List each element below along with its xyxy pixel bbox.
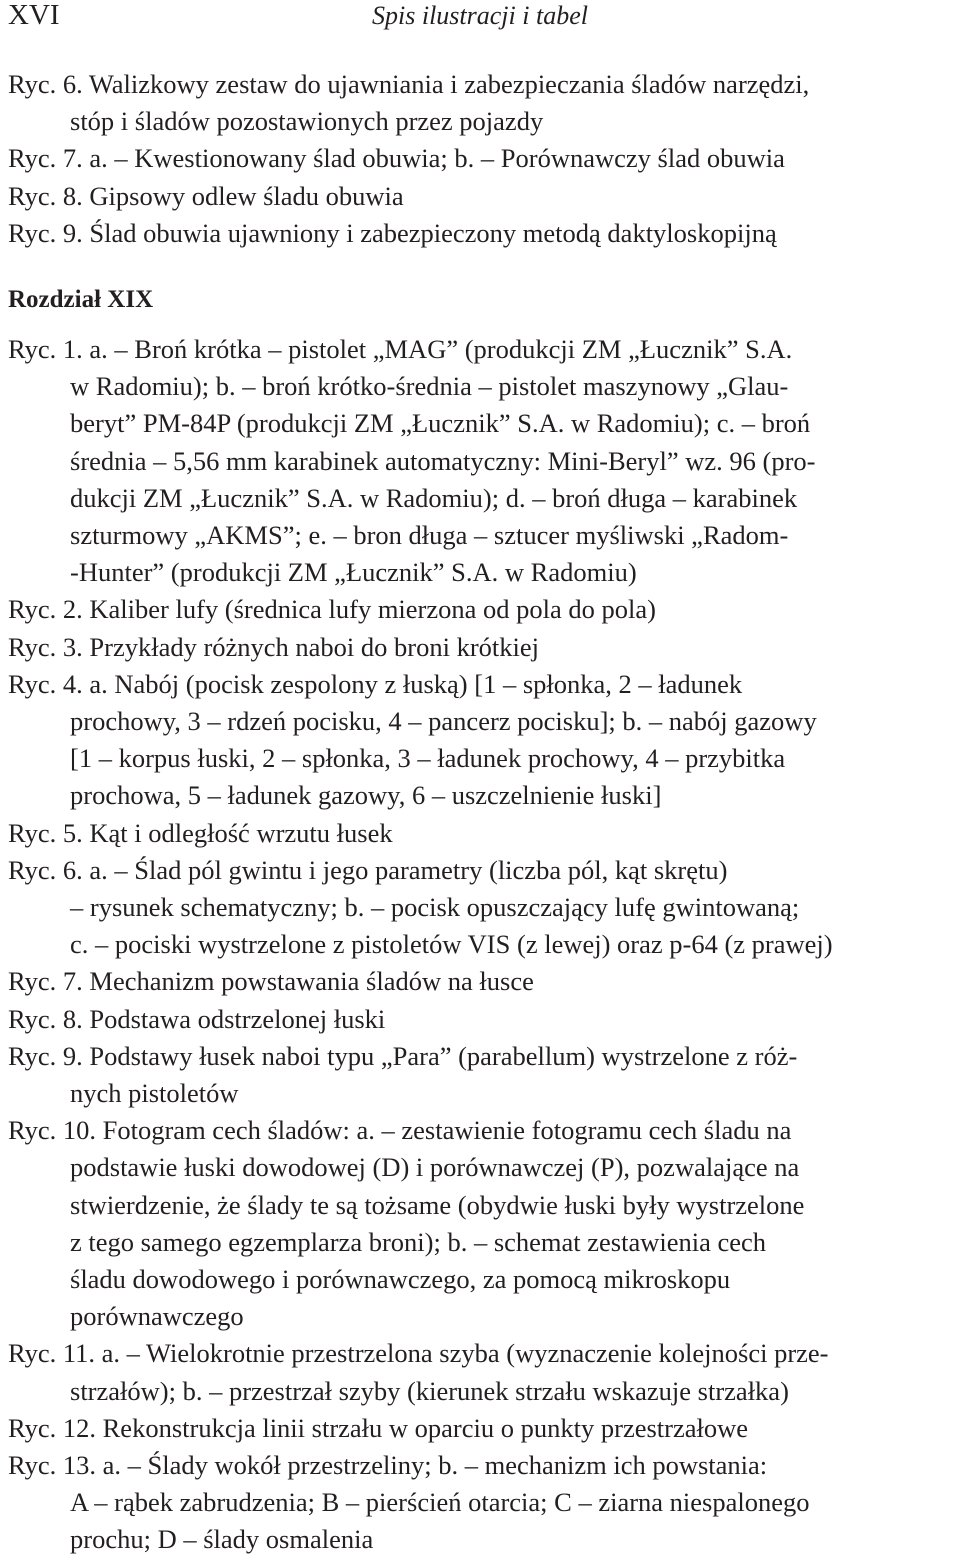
entry-line: Ryc. 9. Podstawy łusek naboi typu „Para” (parabellum) wystrzelone z róż- <box>8 1040 798 1071</box>
entry-line: Ryc. 13. a. – Ślady wokół przestrzeliny; b. – mechanizm ich powstania: <box>8 1450 768 1480</box>
entry-line: Ryc. 4. a. Nabój (pocisk zespolony z łuską) [1 – spłonka, 2 – ładunek <box>8 668 743 699</box>
figure-entry <box>8 852 958 964</box>
figure-entry <box>8 963 958 1000</box>
entry-line: prochowy, 3 – rdzeń pocisku, 4 – pancerz pocisku]; b. – nabój gazowy <box>70 705 817 736</box>
figure-entry <box>8 1335 958 1409</box>
entry-line: Ryc. 1. a. – Broń krótka – pistolet „MAG” (produkcji ZM „Łucznik” S.A. <box>8 334 793 364</box>
figure-entry <box>8 1038 958 1112</box>
entry-line: Ryc. 10. Fotogram cech śladów: a. – zestawienie fotogramu cech śladu na <box>8 1115 792 1146</box>
entry-line: Ryc. 3. Przykłady różnych naboi do broni krótkiej <box>8 631 540 662</box>
entry-line: Ryc. 8. Podstawa odstrzelonej łuski <box>8 1003 386 1034</box>
entry-line: Ryc. 2. Kaliber lufy (średnica lufy mierzona od pola do pola) <box>8 594 656 625</box>
entry-line: A – rąbek zabrudzenia; B – pierścień otarcia; C – ziarna niespalonego <box>70 1487 810 1518</box>
page-number: XVI <box>8 0 60 31</box>
figure-entry <box>8 331 958 591</box>
page-header <box>0 0 960 40</box>
entry-line: porównawczego <box>70 1301 244 1332</box>
entry-line: dukcji ZM „Łucznik” S.A. w Radomiu); d. – broń długa – karabinek <box>70 482 798 513</box>
entry-line: podstawie łuski dowodowej (D) i porównawczej (P), pozwalające na <box>70 1152 800 1183</box>
entry-line: Ryc. 11. a. – Wielokrotnie przestrzelona szyba (wyznaczenie kolejności prze- <box>8 1338 829 1369</box>
entry-line: Ryc. 5. Kąt i odległość wrzutu łusek <box>8 817 393 848</box>
entry-line: stwierdzenie, że ślady te są tożsame (obydwie łuski były wystrzelone <box>70 1189 805 1220</box>
entry-line: nych pistoletów <box>70 1077 239 1108</box>
entry-line: stóp i śladów pozostawionych przez pojazdy <box>70 106 544 137</box>
entry-line: śladu dowodowego i porównawczego, za pomocą mikroskopu <box>70 1263 731 1294</box>
entry-line: Ryc. 7. a. – Kwestionowany ślad obuwia; b. – Porównawczy ślad obuwia <box>8 143 785 174</box>
figure-entry <box>8 1410 958 1447</box>
figure-entry <box>8 66 958 140</box>
entry-line: strzałów); b. – przestrzał szyby (kierunek strzału wskazuje strzałka) <box>70 1375 789 1406</box>
entry-line: szturmowy „AKMS”; e. – bron długa – sztucer myśliwski „Radom- <box>70 519 789 550</box>
figure-entry <box>8 629 958 666</box>
entry-line: w Radomiu); b. – broń krótko-średnia – pistolet maszynowy „Glau- <box>70 371 789 402</box>
entry-line: c. – pociski wystrzelone z pistoletów VIS (z lewej) oraz p-64 (z prawej) <box>70 929 833 960</box>
entry-line: prochu; D – ślady osmalenia <box>70 1524 374 1555</box>
entry-line: Ryc. 6. a. – Ślad pól gwintu i jego parametry (liczba pól, kąt skrętu) <box>8 854 728 885</box>
entry-line: średnia – 5,56 mm karabinek automatyczny: Mini-Beryl” wz. 96 (pro- <box>70 445 816 476</box>
figure-entry <box>8 666 958 815</box>
figure-entry <box>8 591 958 628</box>
figure-entry <box>8 815 958 852</box>
figure-entry <box>8 1112 958 1335</box>
entry-line: Ryc. 9. Ślad obuwia ujawniony i zabezpieczony metodą daktyloskopijną <box>8 217 777 248</box>
figure-entry <box>8 178 958 215</box>
chapter-heading: Rozdział XIX <box>8 286 154 313</box>
entry-line: – rysunek schematyczny; b. – pocisk opuszczający lufę gwintowaną; <box>70 891 800 922</box>
entry-line: Ryc. 12. Rekonstrukcja linii strzału w oparciu o punkty przestrzałowe <box>8 1412 749 1443</box>
entry-line: z tego samego egzemplarza broni); b. – schemat zestawienia cech <box>70 1226 767 1257</box>
figure-entry <box>8 1001 958 1038</box>
entry-line: Ryc. 6. Walizkowy zestaw do ujawniania i zabezpieczania śladów narzędzi, <box>8 69 810 99</box>
figure-entry <box>8 215 958 252</box>
entry-line: beryt” PM-84P (produkcji ZM „Łucznik” S.A. w Radomiu); c. – broń <box>70 408 811 439</box>
figure-entry <box>8 140 958 177</box>
figure-entry <box>8 1447 958 1559</box>
entry-line: -Hunter” (produkcji ZM „Łucznik” S.A. w Radomiu) <box>70 557 637 588</box>
entry-line: [1 – korpus łuski, 2 – spłonka, 3 – ładunek prochowy, 4 – przybitka <box>70 743 786 774</box>
entry-line: Ryc. 8. Gipsowy odlew śladu obuwia <box>8 180 404 211</box>
entry-line: Ryc. 7. Mechanizm powstawania śladów na łusce <box>8 966 534 997</box>
running-title: Spis ilustracji i tabel <box>372 1 588 30</box>
entry-line: prochowa, 5 – ładunek gazowy, 6 – uszczelnienie łuski] <box>70 780 662 811</box>
